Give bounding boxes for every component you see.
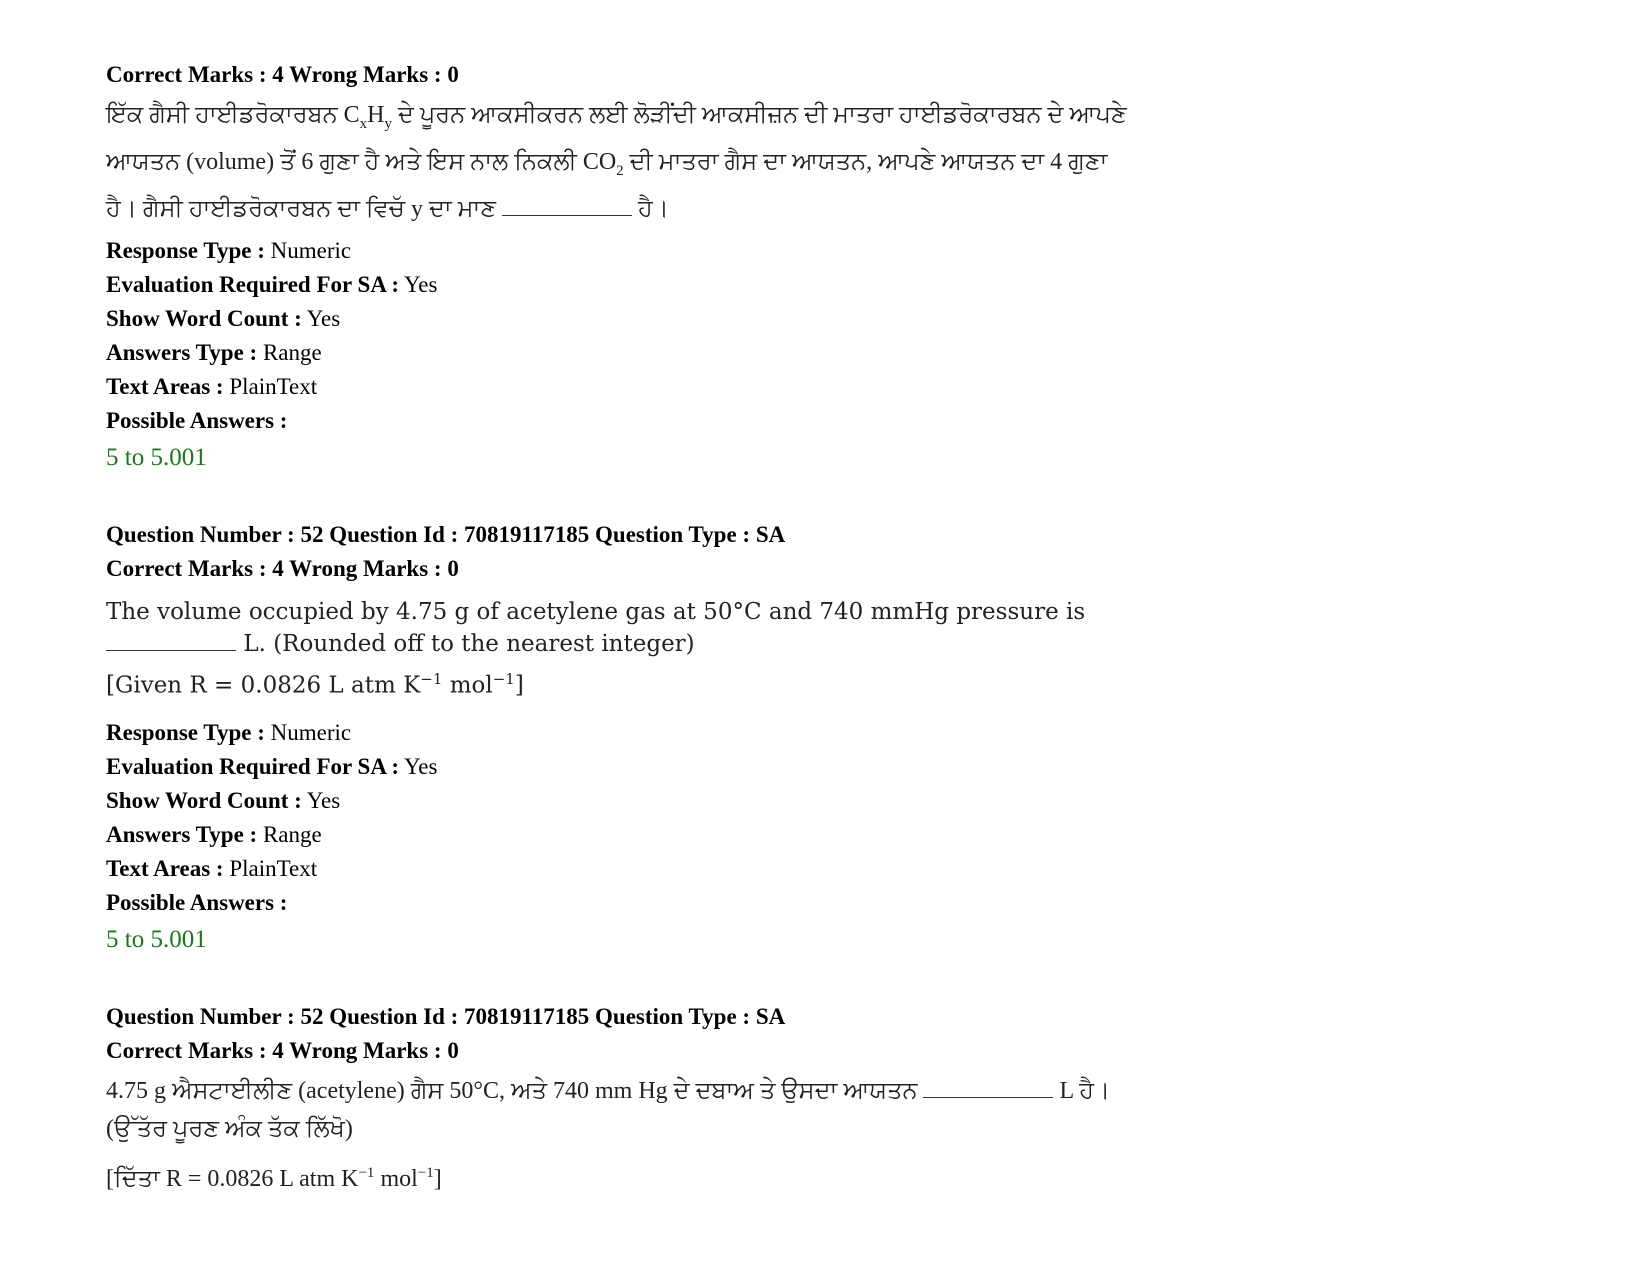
field-possible-answers: Possible Answers : bbox=[106, 407, 288, 433]
marks-line: Correct Marks : 4 Wrong Marks : 0 bbox=[106, 62, 459, 87]
question-line-1: 4.75 g ਐਸਟਾਈਲੀਣ (acetylene) ਗੈਸ 50°C, ਅਤੇ 740 mm Hg ਦੇ ਦਬਾਅ ਤੇ ਉਸਦਾ ਆਯਤਨ L ਹੈ। bbox=[106, 1078, 1111, 1105]
question-line-3: ਹੈ। ਗੈਸੀ ਹਾਈਡਰੋਕਾਰਬਨ ਦਾ ਵਿਚੱ y ਦਾ ਮਾਣ ਹੈ। bbox=[106, 195, 669, 222]
field-possible-answers: Possible Answers : bbox=[106, 890, 288, 916]
field-text-areas: Text Areas : PlainText bbox=[106, 373, 318, 399]
question-text-punjabi bbox=[106, 96, 1206, 228]
question-block-2 bbox=[106, 518, 1206, 959]
marks-line: Correct Marks : 4 Wrong Marks : 0 bbox=[106, 1038, 459, 1064]
answer-blank bbox=[502, 197, 632, 216]
question-text-punjabi bbox=[106, 1072, 1206, 1198]
field-show-word-count: Show Word Count : Yes bbox=[106, 788, 341, 814]
field-answers-type: Answers Type : Range bbox=[106, 339, 322, 365]
possible-answer: 5 to 5.001 bbox=[106, 443, 207, 471]
answer-blank bbox=[106, 632, 236, 651]
document-page bbox=[106, 58, 1206, 1198]
question-header: Question Number : 52 Question Id : 70819117185 Question Type : SA bbox=[106, 1004, 786, 1030]
field-evaluation-required: Evaluation Required For SA : Yes bbox=[106, 271, 438, 297]
field-response-type: Response Type : Numeric bbox=[106, 720, 352, 746]
question-line-2: (ਉੱਤੱਰ ਪੂਰਣ ਅੰਕ ਤੱਕ ਲਿੱਖੋ) bbox=[106, 1116, 353, 1143]
field-evaluation-required: Evaluation Required For SA : Yes bbox=[106, 754, 438, 780]
marks-line: Correct Marks : 4 Wrong Marks : 0 bbox=[106, 555, 459, 581]
question-line-2: ਆਯਤਨ (volume) ਤੋਂ 6 ਗੁਣਾ ਹੈ ਅਤੇ ਇਸ ਨਾਲ ਨਿਕਲੀ $CO_2$ ਦੀ ਮਾਤਰਾ ਗੈਸ ਦਾ ਆਯਤਨ, ਆਪਣੇ ਆਯਤਨ ਦਾ 4 ਗੁਣਾ bbox=[106, 148, 1108, 179]
question-line-3: [Given R = 0.0826 L atm $K^{-1}$ mol$^{-1}$] bbox=[106, 669, 524, 699]
answer-blank bbox=[923, 1079, 1053, 1098]
question-line-1: ਇੱਕ ਗੈਸੀ ਹਾਈਡਰੋਕਾਰਬਨ $C_xH_y$ ਦੇ ਪੂਰਨ ਆਕਸੀਕਰਨ ਲਈ ਲੋੜੀਂਦੀ ਆਕਸੀਜ਼ਨ ਦੀ ਮਾਤਰਾ ਹਾਈਡਰੋਕਾਰਬਨ ਦੇ ਆਪਣੇ bbox=[106, 102, 1127, 132]
field-show-word-count: Show Word Count : Yes bbox=[106, 305, 341, 331]
question-line-1: The volume occupied by 4.75 g of acetylene gas at 50°C and 740 mmHg pressure is bbox=[106, 598, 1086, 625]
field-text-areas: Text Areas : PlainText bbox=[106, 856, 318, 882]
field-answers-type: Answers Type : Range bbox=[106, 822, 322, 848]
question-text-english bbox=[106, 596, 1206, 705]
possible-answer: 5 to 5.001 bbox=[106, 926, 207, 954]
question-line-2: L. (Rounded off to the nearest integer) bbox=[106, 628, 1206, 660]
question-line-3: [ਦਿੱਤਾ R = 0.0826 L atm $K^{-1}$ mol$^{-1}$] bbox=[106, 1165, 442, 1193]
field-response-type: Response Type : Numeric bbox=[106, 237, 352, 263]
question-block-3 bbox=[106, 1000, 1206, 1198]
question-block-1 bbox=[106, 58, 1206, 476]
question-header: Question Number : 52 Question Id : 70819117185 Question Type : SA bbox=[106, 521, 786, 547]
